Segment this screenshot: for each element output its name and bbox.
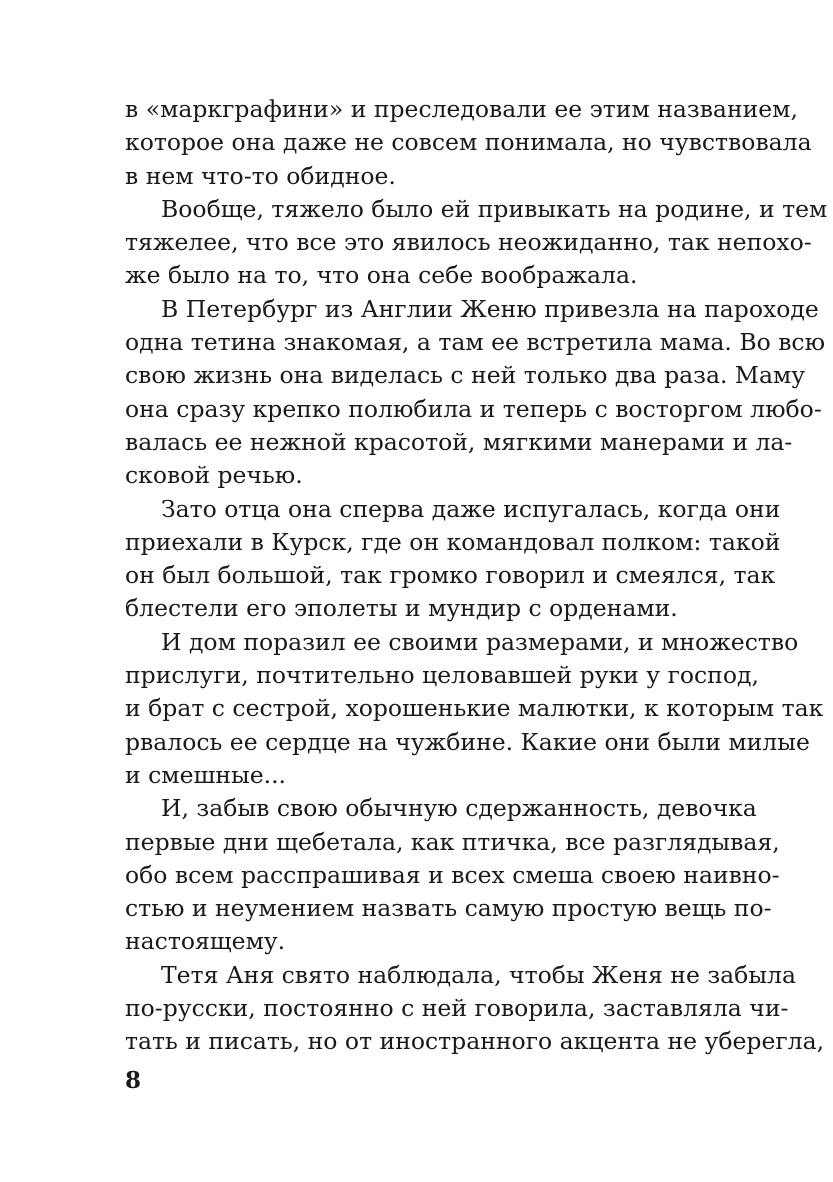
text-line: настоящему. bbox=[125, 927, 286, 956]
text-line: она сразу крепко полюбила и теперь с восторгом любо- bbox=[125, 394, 822, 423]
text-line: в «маркграфини» и преследовали ее этим названием, bbox=[125, 95, 798, 123]
text-line: и брат с сестрой, хорошенькие малютки, к которым так bbox=[125, 694, 824, 723]
text-line: первые дни щебетала, как птичка, все разглядывая, bbox=[125, 827, 780, 856]
text-line: приехали в Курск, где он командовал полком: такой bbox=[125, 527, 781, 556]
text-line: рвалось ее сердце на чужбине. Какие они были милые bbox=[125, 727, 810, 756]
text-line: блестели его эполеты и мундир с орденами. bbox=[125, 594, 678, 623]
text-line: сковой речью. bbox=[125, 461, 303, 490]
paragraph bbox=[125, 93, 812, 193]
text-line: которое она даже не совсем понимала, но чувствовала bbox=[125, 128, 812, 157]
text-line: стью и неумением назвать самую простую вещь по- bbox=[125, 894, 772, 923]
text-line: тать и писать, но от иностранного акцента не уберегла, bbox=[125, 1027, 825, 1056]
text-line: в нем что-то обидное. bbox=[125, 161, 396, 190]
text-line: по-русски, постоянно с ней говорила, заставляла чи- bbox=[125, 994, 789, 1023]
text-line: В Петербург из Англии Женю привезла на пароходе bbox=[161, 294, 819, 323]
paragraph bbox=[125, 626, 824, 792]
text-line: Вообще, тяжело было ей привыкать на родине, и тем bbox=[161, 194, 828, 223]
text-line: тяжелее, что все это явилось неожиданно, так непохо- bbox=[125, 228, 812, 257]
text-line: и смешные... bbox=[125, 760, 287, 789]
paragraph bbox=[125, 493, 781, 626]
text-line: он был большой, так громко говорил и смеялся, так bbox=[125, 561, 776, 590]
paragraph bbox=[125, 959, 825, 1059]
text-line: обо всем расспрашивая и всех смеша своею наивно- bbox=[125, 860, 780, 889]
text-line: одна тетина знакомая, а там ее встретила мама. Во всю bbox=[125, 328, 826, 357]
text-line: Зато отца она сперва даже испугалась, когда они bbox=[161, 494, 781, 523]
paragraph bbox=[125, 293, 826, 493]
text-line: валась ее нежной красотой, мягкими манерами и ла- bbox=[125, 427, 793, 456]
text-line: же было на то, что она себе воображала. bbox=[125, 261, 638, 290]
body-text bbox=[125, 93, 828, 1059]
paragraph bbox=[125, 193, 828, 293]
text-line: И, забыв свою обычную сдержанность, девочка bbox=[161, 794, 757, 823]
text-line: свою жизнь она виделась с ней только два раза. Маму bbox=[125, 361, 806, 390]
page-number: 8 bbox=[125, 1067, 142, 1094]
text-line: прислуги, почтительно целовавшей руки у господ, bbox=[125, 661, 759, 690]
text-line: Тетя Аня свято наблюдала, чтобы Женя не забыла bbox=[161, 960, 796, 989]
paragraph bbox=[125, 792, 780, 958]
text-line: И дом поразил ее своими размерами, и множество bbox=[161, 627, 799, 656]
